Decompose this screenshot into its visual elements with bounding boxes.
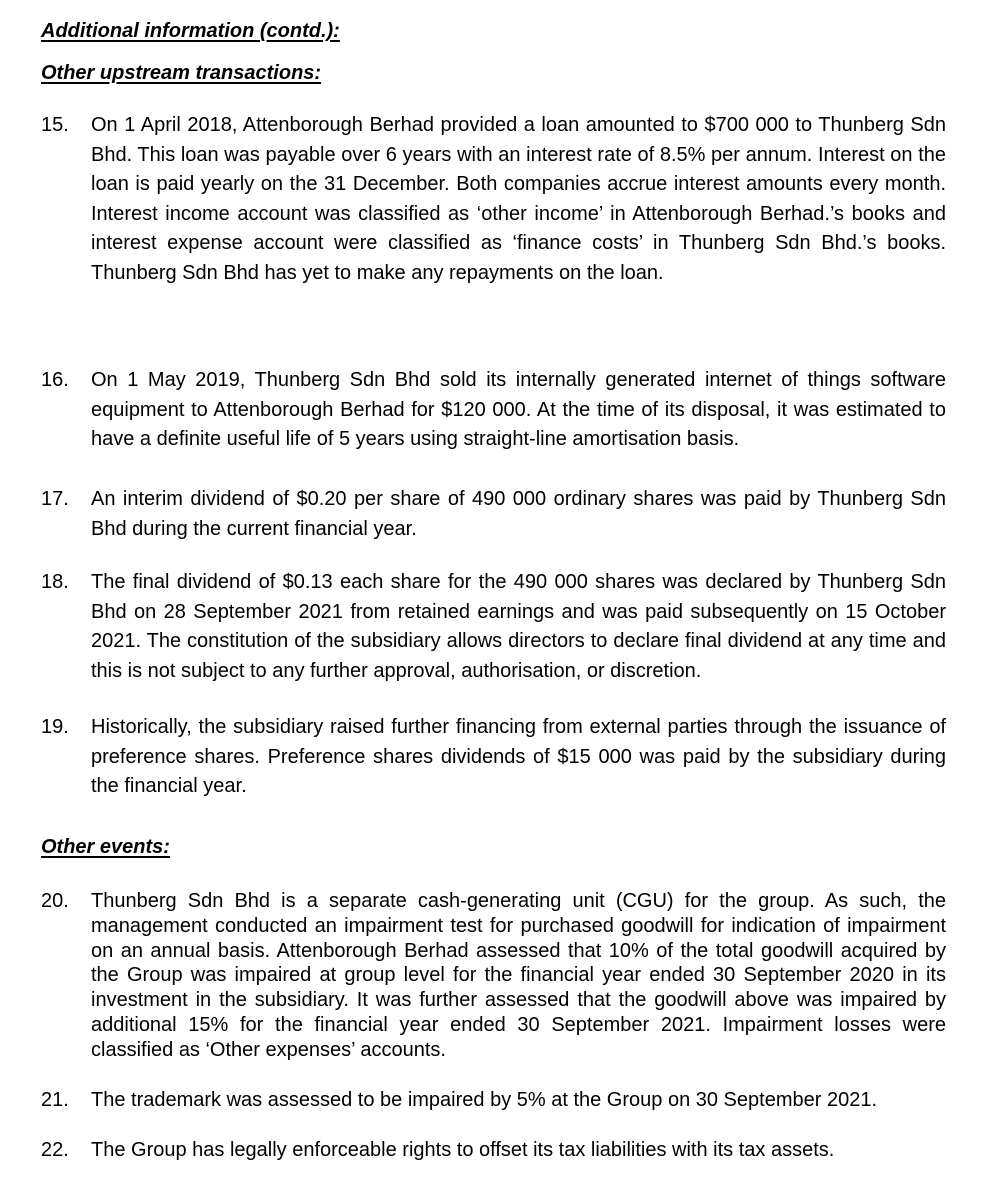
item-number: 20.	[41, 890, 69, 912]
item-text: On 1 May 2019, Thunberg Sdn Bhd sold its internally generated internet of things software equipment to Attenborough Berhad for $120 000. At the time of its disposal, it was estimated to have a definite useful life of 5 years using straight-line amortisation basis.	[91, 369, 946, 450]
heading-other-upstream-transactions: Other upstream transactions:	[41, 62, 322, 84]
item-number: 21.	[41, 1089, 69, 1111]
item-number: 19.	[41, 716, 69, 738]
item-20	[41, 889, 946, 1063]
item-text: An interim dividend of $0.20 per share of 490 000 ordinary shares was paid by Thunberg Sdn Bhd during the current financial year.	[91, 488, 946, 540]
item-22	[41, 1136, 946, 1166]
item-number: 15.	[41, 114, 69, 136]
item-text: The trademark was assessed to be impaired by 5% at the Group on 30 September 2021.	[91, 1089, 877, 1111]
item-text: The Group has legally enforceable rights to offset its tax liabilities with its tax assets.	[91, 1139, 835, 1161]
heading-additional-information: Additional information (contd.):	[41, 20, 340, 42]
item-18	[41, 568, 946, 686]
item-19	[41, 713, 946, 802]
item-text: Historically, the subsidiary raised further financing from external parties through the issuance of preference shares. Preference shares dividends of $15 000 was paid by the subsidiary during the financial year.	[91, 716, 946, 797]
heading-other-events: Other events:	[41, 836, 170, 858]
item-15	[41, 111, 946, 288]
item-number: 17.	[41, 488, 69, 510]
item-21	[41, 1086, 946, 1116]
item-text: Thunberg Sdn Bhd is a separate cash-generating unit (CGU) for the group. As such, the management conducted an impairment test for purchased goodwill for indication of impairment on an annual basis. Attenborough Berhad assessed that 10% of the total goodwill acquired by the Group was impaired at group level for the financial year ended 30 September 2020 in its investment in the subsidiary. It was further assessed that the goodwill above was impaired by additional 15% for the financial year ended 30 September 2021. Impairment losses were classified as ‘Other expenses’ accounts.	[91, 890, 946, 1061]
item-number: 16.	[41, 369, 69, 391]
item-16	[41, 366, 946, 455]
item-number: 22.	[41, 1139, 69, 1161]
item-text: The final dividend of $0.13 each share for the 490 000 shares was declared by Thunberg Sdn Bhd on 28 September 2021 from retained earnings and was paid subsequently on 15 October 2021. The constitution of the subsidiary allows directors to declare final dividend at any time and this is not subject to any further approval, authorisation, or discretion.	[91, 571, 946, 682]
item-17	[41, 485, 946, 544]
item-text: On 1 April 2018, Attenborough Berhad provided a loan amounted to $700 000 to Thunberg Sdn Bhd. This loan was payable over 6 years with an interest rate of 8.5% per annum. Interest on the loan is paid yearly on the 31 December. Both companies accrue interest amounts every month. Interest income account was classified as ‘other income’ in Attenborough Berhad.’s books and interest expense account were classified as ‘finance costs’ in Thunberg Sdn Bhd.’s books. Thunberg Sdn Bhd has yet to make any repayments on the loan.	[91, 114, 946, 284]
item-number: 18.	[41, 571, 69, 593]
